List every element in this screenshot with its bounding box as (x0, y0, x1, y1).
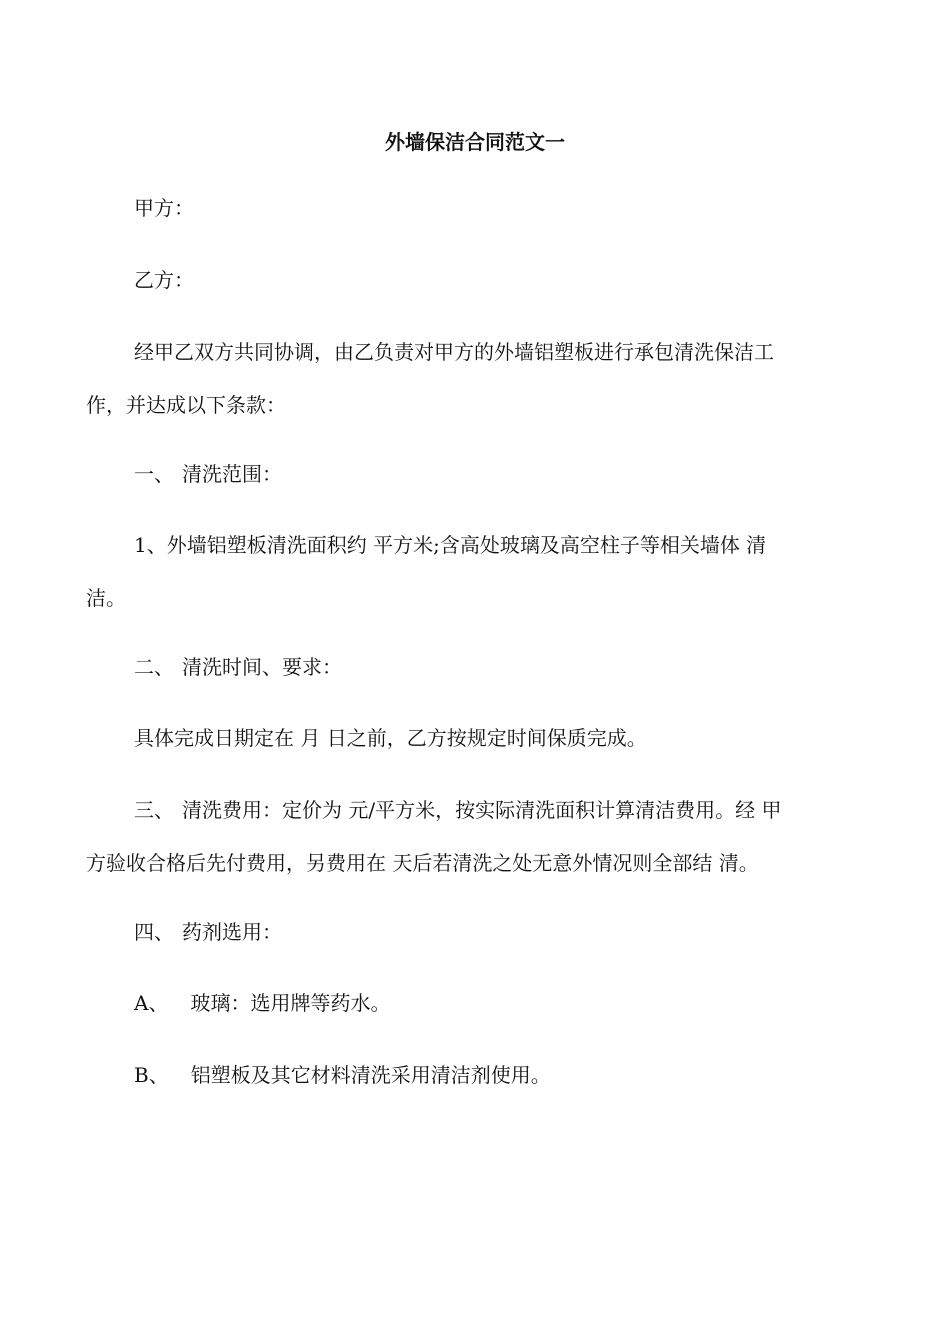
intro-line-2: 作，并达成以下条款： (86, 393, 286, 417)
section-3-line-1: 清洗费用：定价为 元/平方米，按实际清洗面积计算清洁费用。经 甲 (182, 798, 782, 822)
intro-line-1: 经甲乙双方共同协调，由乙负责对甲方的外墙铝塑板进行承包清洗保洁工 (134, 340, 774, 364)
item-b-line (86, 1061, 870, 1089)
section-4-title: 药剂选用： (182, 920, 282, 944)
section-4-number: 四、 (134, 920, 174, 944)
section-2-heading (86, 653, 870, 681)
section-3-line-2: 方验收合格后先付费用，另费用在 天后若清洗之处无意外情况则全部结 清。 (86, 851, 759, 875)
item-a-text: 玻璃：选用牌等药水。 (190, 991, 391, 1015)
document-title: 外墙保洁合同范文一 (385, 130, 565, 154)
section-1-number: 一、 (134, 462, 174, 486)
section-1-title: 清洗范围： (182, 462, 282, 486)
item-b-label: B、 (134, 1063, 169, 1087)
section-2-number: 二、 (134, 655, 174, 679)
section-3-paragraph (86, 796, 870, 877)
item-a-line (86, 989, 870, 1017)
section-4-heading (86, 918, 870, 946)
item-a-label: A、 (134, 991, 169, 1015)
party-a-line: 甲方： (134, 196, 194, 220)
item-1-paragraph (86, 531, 870, 612)
section-1-heading (86, 460, 870, 488)
party-b-line: 乙方： (134, 268, 194, 292)
deadline-paragraph: 具体完成日期定在 月 日之前，乙方按规定时间保质完成。 (134, 726, 647, 750)
item-1-line-1: 1、外墙铝塑板清洗面积约 平方米;含高处玻璃及高空柱子等相关墙体 清 (134, 533, 767, 557)
item-1-line-2: 洁。 (86, 586, 126, 610)
item-b-text: 铝塑板及其它材料清洗采用清洁剂使用。 (190, 1063, 551, 1087)
intro-paragraph (86, 338, 870, 419)
section-3-number: 三、 (134, 798, 174, 822)
section-2-title: 清洗时间、要求： (182, 655, 342, 679)
